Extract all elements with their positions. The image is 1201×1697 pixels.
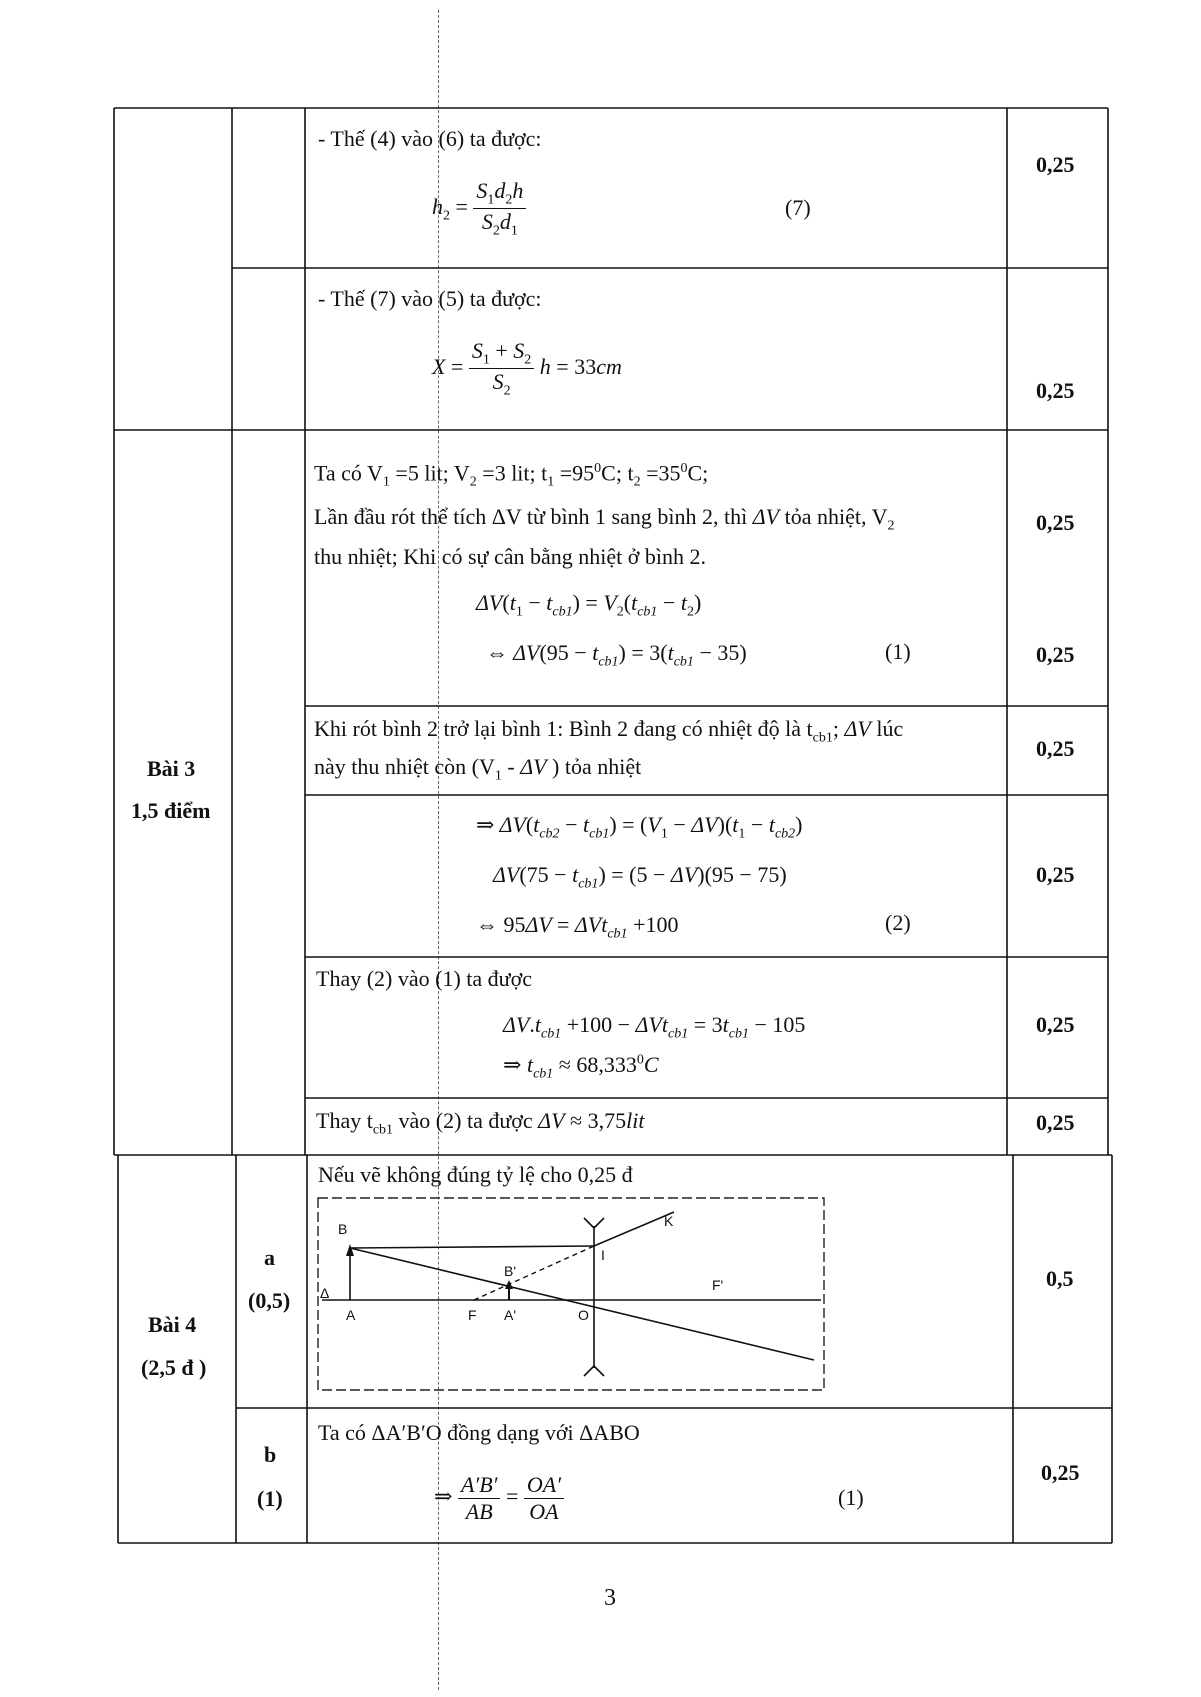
row2-equation: X = $\frac{S_1 + S_2}{S_2}$ h = 33cm <box>432 338 622 399</box>
bai3-points: 1,5 điểm <box>131 798 211 823</box>
bai3-given: Ta có $V_1 =5$ lit; $V_2 =3$ lit; $t_1 =95^0C$; $t_2 =35^0C$; <box>314 460 709 490</box>
bai3-eq2-label: (2) <box>885 910 911 935</box>
bai3-rot-line2: này thu nhiệt còn ($V_1$ - ΔV ) tỏa nhiệt <box>314 754 642 784</box>
label-A-prime: A' <box>504 1307 517 1323</box>
bai3-eq-e: ⇔ 95ΔV = ΔVt$_{cb1}$ +100 <box>476 912 679 942</box>
row1-eq-label: (7) <box>785 195 811 220</box>
label-O: O <box>578 1307 589 1323</box>
bai3-eq-c: ⇒ $\Delta V(t_{cb2} - t_{cb1}) = (V_1 - \Delta V)(t_1 - t_{cb2})$ <box>476 812 803 842</box>
label-delta: Δ <box>320 1285 330 1301</box>
bai4-b-label: b <box>264 1442 277 1467</box>
label-I: I <box>601 1247 605 1263</box>
bai3-last: Thay $t_{cb1}$ vào (2) ta được ΔV ≈ 3,75lit <box>316 1108 645 1138</box>
page-number: 3 <box>604 1585 616 1611</box>
bai4-a-text: Nếu vẽ không đúng tỷ lệ cho 0,25 đ <box>318 1162 633 1187</box>
bai4-a-label: a <box>264 1245 275 1270</box>
bai3-score-4: 0,25 <box>1036 862 1075 887</box>
bai3-rot-line1: Khi rót bình 2 trở lại bình 1: Bình 2 đang có nhiệt độ là $t_{cb1}$; ΔV lúc <box>314 716 904 746</box>
label-F-prime: F' <box>712 1277 724 1293</box>
label-A: A <box>346 1307 356 1323</box>
bai3-thay: Thay (2) vào (1) ta được <box>316 966 532 991</box>
bai3-score-3: 0,25 <box>1036 736 1075 761</box>
bai4-a-score: 0,5 <box>1046 1266 1074 1291</box>
bai4-b-eq-label: (1) <box>838 1485 864 1510</box>
bai3-line2: Lần đầu rót thể tích ΔV từ bình 1 sang bình 2, thì ΔV tỏa nhiệt, $V_2$ <box>314 504 895 534</box>
bai4-b-points: (1) <box>257 1486 283 1511</box>
row1-score: 0,25 <box>1036 152 1075 177</box>
ray-BI <box>350 1246 594 1248</box>
bai3-eq-f: $\Delta V.t_{cb1} +100 - \Delta Vt_{cb1} = 3t_{cb1} - 105$ <box>503 1012 806 1042</box>
label-K: K <box>664 1213 674 1229</box>
bai4-a-points: (0,5) <box>248 1288 291 1313</box>
bai3-line3: thu nhiệt; Khi có sự cân bằng nhiệt ở bình 2. <box>314 544 706 569</box>
bai3-score-2: 0,25 <box>1036 642 1075 667</box>
bai3-eq-d: $\Delta V(75 - t_{cb1}) = (5 - \Delta V)(95 - 75)$ <box>493 862 787 892</box>
row2-text: - Thế (7) vào (5) ta được: <box>318 286 542 311</box>
bai3-score-1: 0,25 <box>1036 510 1075 535</box>
bai4-b-score: 0,25 <box>1041 1460 1080 1485</box>
bai4-b-text: Ta có ΔA′B′O đồng dạng với ΔABO <box>318 1420 640 1445</box>
row2-score: 0,25 <box>1036 378 1075 403</box>
label-B-prime: B' <box>504 1263 517 1279</box>
label-F: F <box>468 1307 477 1323</box>
row1-equation: $h_2$ = $\frac{S_1d_2h}{S_2d_1}$ <box>432 178 526 240</box>
bai4-b-equation: ⇒ $\frac{A'B'}{AB}$ = $\frac{OA'}{OA}$ <box>434 1472 564 1525</box>
bai3-eq1-label: (1) <box>885 639 911 664</box>
bai4-label: Bài 4 <box>148 1312 197 1337</box>
row1-text: - Thế (4) vào (6) ta được: <box>318 126 542 151</box>
ray-BO <box>350 1248 814 1360</box>
bai4-points: (2,5 đ ) <box>141 1355 207 1380</box>
bai3-eq-a: $\Delta V(t_1 - t_{cb1}) = V_2(t_{cb1} - t_2)$ <box>476 590 702 620</box>
bai3-score-5: 0,25 <box>1036 1012 1075 1037</box>
label-B: B <box>338 1221 348 1237</box>
bai3-score-6: 0,25 <box>1036 1110 1075 1135</box>
bai3-label: Bài 3 <box>147 756 196 781</box>
bai3-eq-g: ⇒ $t_{cb1} \approx 68,333^0C$ <box>503 1052 659 1082</box>
bai3-eq-b: ⇔ $\Delta V(95 - t_{cb1}) = 3(t_{cb1} - 35)$ <box>486 640 747 670</box>
lens-diagram <box>316 1196 826 1392</box>
ray-IK <box>594 1212 674 1246</box>
